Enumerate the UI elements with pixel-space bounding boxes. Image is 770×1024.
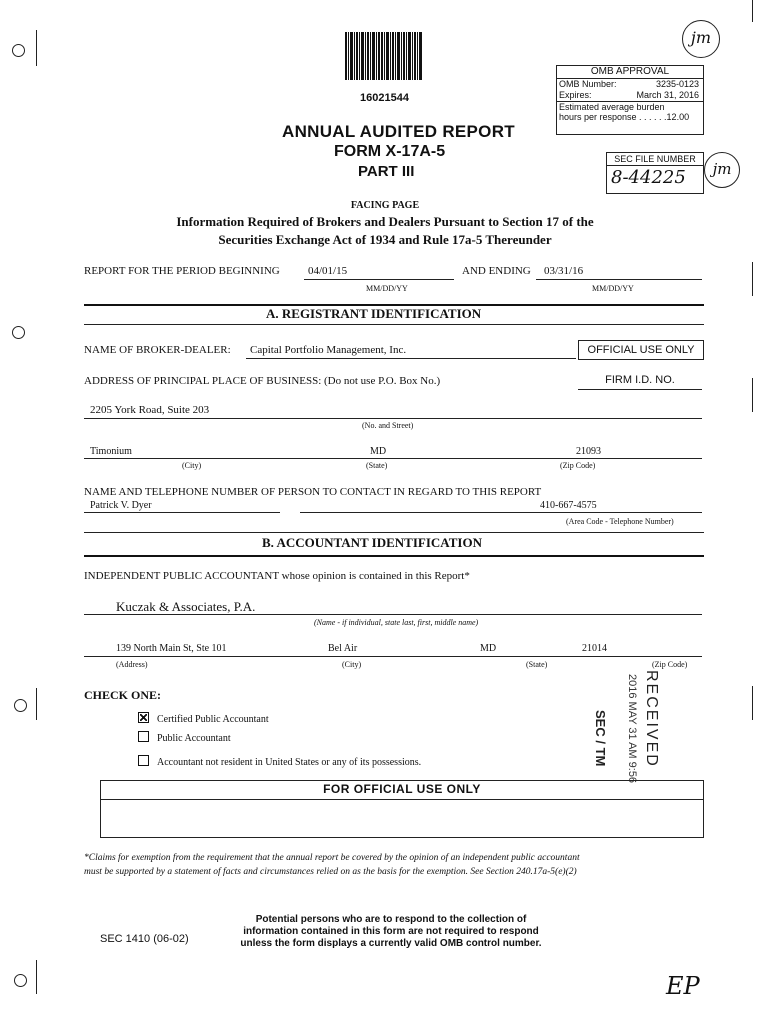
option-nonresident[interactable] <box>138 755 421 768</box>
official-use-box: OFFICIAL USE ONLY <box>578 340 704 360</box>
facing-line2: Securities Exchange Act of 1934 and Rule 17a-5 Thereunder <box>218 232 552 247</box>
omb-burden-line2: hours per response . . . . . .12.00 <box>559 112 690 122</box>
checkbox-public[interactable] <box>138 731 149 742</box>
period-begin: 04/01/15 <box>308 265 348 277</box>
margin-mark <box>36 960 37 994</box>
accountant-address-caption: (Address) <box>116 660 148 669</box>
phone-caption: (Area Code - Telephone Number) <box>566 517 674 526</box>
accountant-state: MD <box>480 643 497 654</box>
received-stamp-text: RECEIVED <box>643 670 660 768</box>
omb-expires-label: Expires: <box>559 90 592 100</box>
contact-phone: 410-667-4575 <box>540 500 597 511</box>
form-part: PART III <box>358 163 415 180</box>
facing-line1: Information Required of Brokers and Dealers Pursuant to Section 17 of the <box>176 214 594 229</box>
option-certified[interactable] <box>138 712 269 725</box>
option-public[interactable] <box>138 731 231 744</box>
period-end: 03/31/16 <box>544 265 584 277</box>
omb-heading: OMB APPROVAL <box>557 66 703 79</box>
sec-file-value: 8-44225 <box>611 167 686 188</box>
punch-hole <box>12 326 25 339</box>
omb-expires-value: March 31, 2016 <box>636 90 699 100</box>
zip-caption: (Zip Code) <box>560 461 596 470</box>
omb-number-value: 3235-0123 <box>655 79 699 89</box>
accountant-name: Kuczak & Associates, P.A. <box>116 599 256 614</box>
official-use-area <box>100 780 704 838</box>
period-format-end: MM/DD/YY <box>592 284 634 293</box>
omb-notice <box>226 914 556 950</box>
accountant-city-caption: (City) <box>342 660 362 669</box>
accountant-zip: 21014 <box>582 643 607 654</box>
facing-title: FACING PAGE <box>350 200 420 211</box>
omb-burden-line1: Estimated average burden <box>557 101 703 112</box>
sec-form-code: SEC 1410 (06-02) <box>100 933 189 945</box>
accountant-address: 139 North Main St, Ste 101 <box>116 643 227 654</box>
option-nonresident-label: Accountant not resident in United States or any of its possessions. <box>157 757 422 768</box>
section-a-heading: A. REGISTRANT IDENTIFICATION <box>266 306 482 321</box>
street-value: 2205 York Road, Suite 203 <box>90 404 210 416</box>
city-caption: (City) <box>182 461 202 470</box>
check-one-label: CHECK ONE: <box>84 688 162 702</box>
margin-mark <box>752 686 753 720</box>
period-and-ending: AND ENDING <box>462 265 531 277</box>
period-label: REPORT FOR THE PERIOD BEGINNING <box>84 265 280 277</box>
initials-bottom: EP <box>666 972 700 1000</box>
received-stamp-date: 2016 MAY 31 AM 9:56 <box>626 674 638 784</box>
accountant-label: INDEPENDENT PUBLIC ACCOUNTANT whose opinion is contained in this Report* <box>84 570 470 582</box>
sec-file-box <box>606 152 704 194</box>
accountant-city: Bel Air <box>328 643 358 654</box>
contact-name: Patrick V. Dyer <box>90 500 152 511</box>
margin-mark <box>752 378 753 412</box>
option-public-label: Public Accountant <box>157 733 231 744</box>
report-title: ANNUAL AUDITED REPORT <box>282 122 515 141</box>
zip-value: 21093 <box>576 446 601 457</box>
footnote-line1: *Claims for exemption from the requirement that the annual report be covered by the opinion of an independent public accountant <box>84 853 580 863</box>
margin-mark <box>36 30 37 66</box>
initials-sec: jm <box>704 152 740 188</box>
punch-hole <box>12 44 25 57</box>
section-b-heading: B. ACCOUNTANT IDENTIFICATION <box>262 535 482 550</box>
accountant-name-caption: (Name - if individual, state last, first, middle name) <box>314 618 479 627</box>
punch-hole <box>14 974 27 987</box>
form-number: FORM X-17A-5 <box>334 143 446 160</box>
sec-file-label: SEC FILE NUMBER <box>607 153 703 166</box>
broker-label: NAME OF BROKER-DEALER: <box>84 344 231 356</box>
initials-top: jm <box>682 20 720 58</box>
omb-approval-box <box>556 65 704 135</box>
received-stamp <box>590 670 690 790</box>
city-value: Timonium <box>90 446 132 457</box>
period-format-begin: MM/DD/YY <box>366 284 408 293</box>
contact-label: NAME AND TELEPHONE NUMBER OF PERSON TO CONTACT IN REGARD TO THIS REPORT <box>84 486 542 498</box>
accountant-state-caption: (State) <box>526 660 548 669</box>
option-certified-label: Certified Public Accountant <box>157 714 269 725</box>
omb-number-label: OMB Number: <box>559 79 617 89</box>
checkbox-certified[interactable] <box>138 712 149 723</box>
notice-line1: Potential persons who are to respond to the collection of <box>255 914 527 925</box>
accountant-zip-caption: (Zip Code) <box>652 660 688 669</box>
margin-mark <box>752 262 753 296</box>
firm-id-label: FIRM I.D. NO. <box>605 374 675 386</box>
address-label: ADDRESS OF PRINCIPAL PLACE OF BUSINESS: (Do not use P.O. Box No.) <box>84 375 441 387</box>
checkbox-nonresident[interactable] <box>138 755 149 766</box>
broker-value: Capital Portfolio Management, Inc. <box>250 344 407 356</box>
footnote-line2: must be supported by a statement of facts and circumstances relied on as the basis for the exemption. See Section 240.17a-5(e)(2) <box>84 867 577 877</box>
street-caption: (No. and Street) <box>362 421 414 430</box>
barcode-number: 16021544 <box>360 92 409 104</box>
notice-line3: unless the form displays a currently valid OMB control number. <box>240 938 542 949</box>
received-stamp-office: SEC / TM <box>593 710 608 767</box>
state-caption: (State) <box>366 461 388 470</box>
barcode <box>345 32 423 80</box>
margin-mark <box>752 0 753 22</box>
official-use-heading: FOR OFFICIAL USE ONLY <box>323 782 481 796</box>
notice-line2: information contained in this form are not required to respond <box>243 926 539 937</box>
margin-mark <box>36 688 37 720</box>
state-value: MD <box>370 446 387 457</box>
punch-hole <box>14 699 27 712</box>
